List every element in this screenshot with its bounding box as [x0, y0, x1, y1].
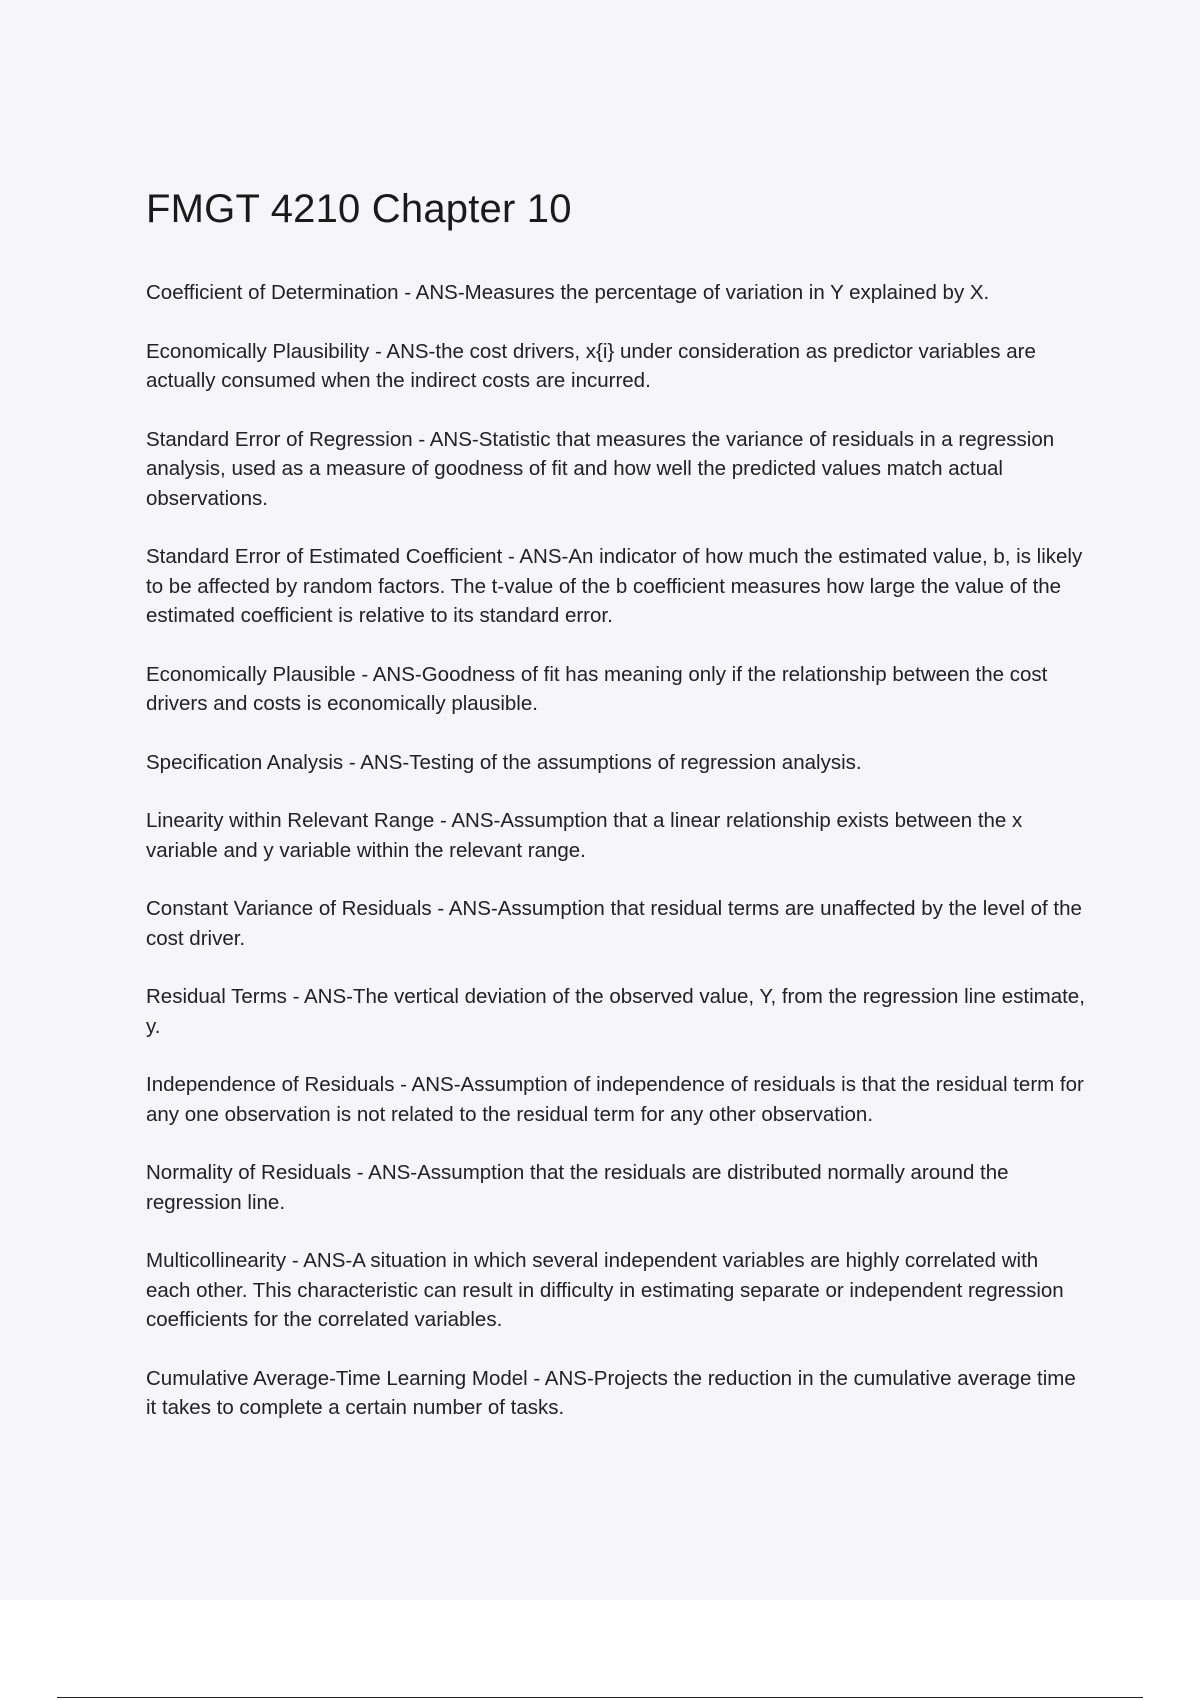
definition-entry: Residual Terms - ANS-The vertical deviation of the observed value, Y, from the regression line estimate, y.	[146, 985, 1085, 1038]
definition-entry: Standard Error of Regression - ANS-Statistic that measures the variance of residuals in a regression analysis, used as a measure of goodness of fit and how well the predicted values match actual observations.	[146, 427, 1055, 510]
definition-entry: Linearity within Relevant Range - ANS-Assumption that a linear relationship exists between the x variable and y variable within the relevant range.	[146, 809, 1023, 862]
definition-list	[146, 278, 1086, 1452]
definition-entry: Constant Variance of Residuals - ANS-Assumption that residual terms are unaffected by the level of the cost driver.	[146, 897, 1082, 950]
definition-entry: Multicollinearity - ANS-A situation in which several independent variables are highly correlated with each other. This characteristic can result in difficulty in estimating separate or independent regression coefficients for the correlated variables.	[146, 1249, 1064, 1331]
definition-entry: Standard Error of Estimated Coefficient - ANS-An indicator of how much the estimated value, b, is likely to be affected by random factors. The t-value of the b coefficient measures how large the value of the estimated coefficient is relative to its standard error.	[146, 545, 1083, 627]
definition-entry: Cumulative Average-Time Learning Model - ANS-Projects the reduction in the cumulative average time it takes to complete a certain number of tasks.	[146, 1366, 1076, 1419]
footer-divider	[57, 1697, 1143, 1698]
definition-entry: Coefficient of Determination - ANS-Measures the percentage of variation in Y explained by X.	[146, 281, 990, 304]
definition-entry: Economically Plausibility - ANS-the cost drivers, x{i} under consideration as predictor variables are actually consumed when the indirect costs are incurred.	[146, 339, 1036, 392]
page-title: FMGT 4210 Chapter 10	[146, 187, 572, 231]
definition-entry: Economically Plausible - ANS-Goodness of fit has meaning only if the relationship between the cost drivers and costs is economically plausible.	[146, 662, 1048, 715]
definition-entry: Normality of Residuals - ANS-Assumption that the residuals are distributed normally around the regression line.	[146, 1161, 1009, 1214]
definition-entry: Independence of Residuals - ANS-Assumption of independence of residuals is that the residual term for any one observation is not related to the residual term for any other observation.	[146, 1073, 1084, 1126]
definition-entry: Specification Analysis - ANS-Testing of the assumptions of regression analysis.	[146, 750, 862, 774]
